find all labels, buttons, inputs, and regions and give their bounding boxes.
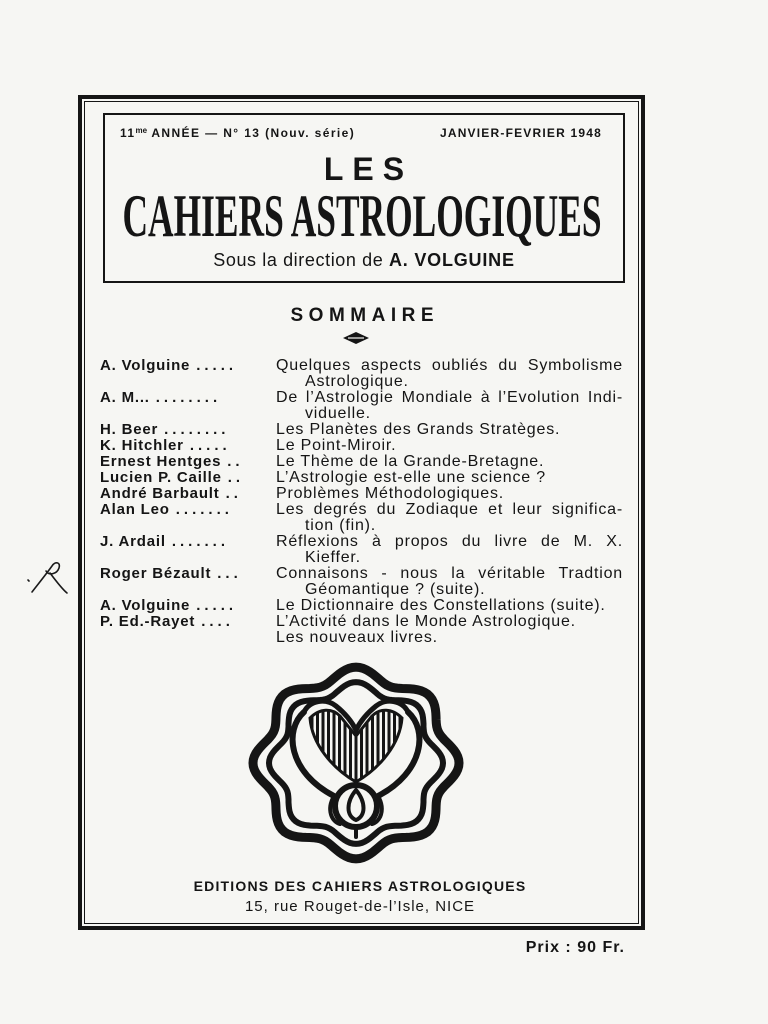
toc-author: P. Ed.-Rayet [100, 614, 196, 630]
toc-entry [100, 630, 630, 646]
toc-entry [100, 470, 630, 486]
toc-dot-leader: ........ [155, 390, 222, 406]
toc-dot-leader: ..... [196, 598, 238, 614]
title-article: LES [323, 151, 414, 187]
table-of-contents [100, 358, 630, 646]
toc-article-title [276, 566, 623, 598]
toc-author-cell [100, 502, 276, 518]
price-label: Prix : 90 Fr. [525, 939, 625, 956]
toc-author-cell [100, 422, 276, 438]
toc-author-cell [100, 630, 276, 646]
toc-title-line: Le Dictionnaire des Constellations (suite). [276, 597, 606, 614]
toc-article-title [276, 422, 623, 438]
toc-title-line: Le Point-Miroir. [276, 437, 397, 454]
toc-author-cell [100, 534, 276, 550]
toc-author: A. M... [100, 390, 150, 406]
toc-author: K. Hitchler [100, 438, 184, 454]
toc-dot-leader: .. [227, 470, 245, 486]
toc-title-line: tion (fin). [305, 517, 377, 534]
toc-entry [100, 566, 630, 598]
issue-number-suffix: me [135, 126, 148, 135]
toc-title-line: Réflexions à propos du livre de M. X. [276, 533, 623, 550]
toc-author-cell [100, 486, 276, 502]
toc-author-cell [100, 438, 276, 454]
toc-author: A. Volguine [100, 598, 191, 614]
toc-article-title [276, 390, 623, 422]
toc-author: A. Volguine [100, 358, 191, 374]
issue-date: JANVIER-FEVRIER 1948 [439, 126, 602, 140]
toc-dot-leader: ....... [171, 534, 230, 550]
toc-dot-leader: .. [225, 486, 242, 502]
toc-author-cell [100, 454, 276, 470]
toc-author-cell [100, 566, 276, 582]
toc-entry [100, 454, 630, 470]
magazine-title: CAHIERS ASTROLOGIQUES [122, 183, 602, 249]
toc-entry [100, 502, 630, 534]
toc-dot-leader: ..... [189, 438, 231, 454]
toc-title-line: Les Planètes des Grands Stratèges. [276, 421, 561, 438]
toc-title-line: Les nouveaux livres. [276, 629, 438, 646]
handwritten-mark [22, 558, 72, 600]
direction-line [103, 250, 625, 270]
toc-entry [100, 598, 630, 614]
toc-entry [100, 534, 630, 566]
toc-article-title [276, 470, 623, 486]
toc-dot-leader: .... [201, 614, 234, 630]
emblem-striped-cup [312, 700, 400, 786]
toc-entry [100, 438, 630, 454]
toc-title-line: Astrologique. [305, 373, 409, 390]
toc-article-title [276, 358, 623, 390]
toc-dot-leader: ..... [196, 358, 238, 374]
diamond-ornament-icon [343, 332, 369, 344]
toc-title-line: Connaisons - nous la véritable Tradtion [276, 565, 623, 582]
toc-article-title [276, 438, 623, 454]
director-name: A. VOLGUINE [388, 250, 515, 270]
toc-dot-leader: ... [217, 566, 242, 582]
toc-article-title [276, 534, 623, 566]
toc-author-cell [100, 470, 276, 486]
toc-title-line: Problèmes Méthodologiques. [276, 485, 505, 502]
toc-author: Lucien P. Caille [100, 470, 222, 486]
direction-prefix: Sous la direction de [213, 250, 384, 270]
toc-title-line: L’Activité dans le Monde Astrologique. [276, 613, 576, 630]
toc-title-line: De l’Astrologie Mondiale à l’Evolution Indi- [276, 389, 623, 406]
toc-entry [100, 390, 630, 422]
toc-author: Ernest Hentges [100, 454, 222, 470]
toc-author: H. Beer [100, 422, 159, 438]
toc-entry [100, 486, 630, 502]
toc-title-line: Kieffer. [305, 549, 361, 566]
toc-title-line: Quelques aspects oubliés du Symbolisme [276, 357, 623, 374]
contents-heading: SOMMAIRE [290, 305, 439, 326]
toc-entry [100, 614, 630, 630]
toc-author: Alan Leo [100, 502, 170, 518]
toc-author-cell [100, 390, 276, 406]
toc-dot-leader: ....... [175, 502, 233, 518]
toc-title-line: L’Astrologie est-elle une science ? [276, 469, 546, 486]
issue-number: 11 [120, 126, 136, 140]
publisher-name: EDITIONS DES CAHIERS ASTROLOGIQUES [193, 878, 527, 894]
toc-title-line: Géomantique ? (suite). [305, 581, 486, 598]
toc-article-title [276, 454, 623, 470]
toc-article-title [276, 502, 623, 534]
toc-author-cell [100, 358, 276, 374]
toc-author-cell [100, 614, 276, 630]
toc-title-line: Les degrés du Zodiaque et leur significa- [276, 501, 623, 518]
toc-dot-leader: .. [227, 454, 244, 470]
toc-author: J. Ardail [100, 534, 166, 550]
emblem-crown [304, 701, 408, 730]
lotus-emblem-icon [240, 660, 472, 868]
toc-author-cell [100, 598, 276, 614]
toc-author: Roger Bézault [100, 566, 212, 582]
toc-article-title [276, 486, 623, 502]
toc-article-title [276, 598, 623, 614]
toc-article-title [276, 630, 623, 646]
publisher-address: 15, rue Rouget-de-l’Isle, NICE [244, 898, 476, 915]
toc-entry [100, 358, 630, 390]
toc-entry [100, 422, 630, 438]
toc-author: André Barbault [100, 486, 220, 502]
issue-line [120, 126, 355, 140]
toc-title-line: viduelle. [305, 405, 371, 422]
toc-dot-leader: ........ [164, 422, 230, 438]
toc-title-line: Le Thème de la Grande-Bretagne. [276, 453, 545, 470]
toc-article-title [276, 614, 623, 630]
issue-details: ANNÉE — N° 13 (Nouv. série) [151, 126, 356, 140]
